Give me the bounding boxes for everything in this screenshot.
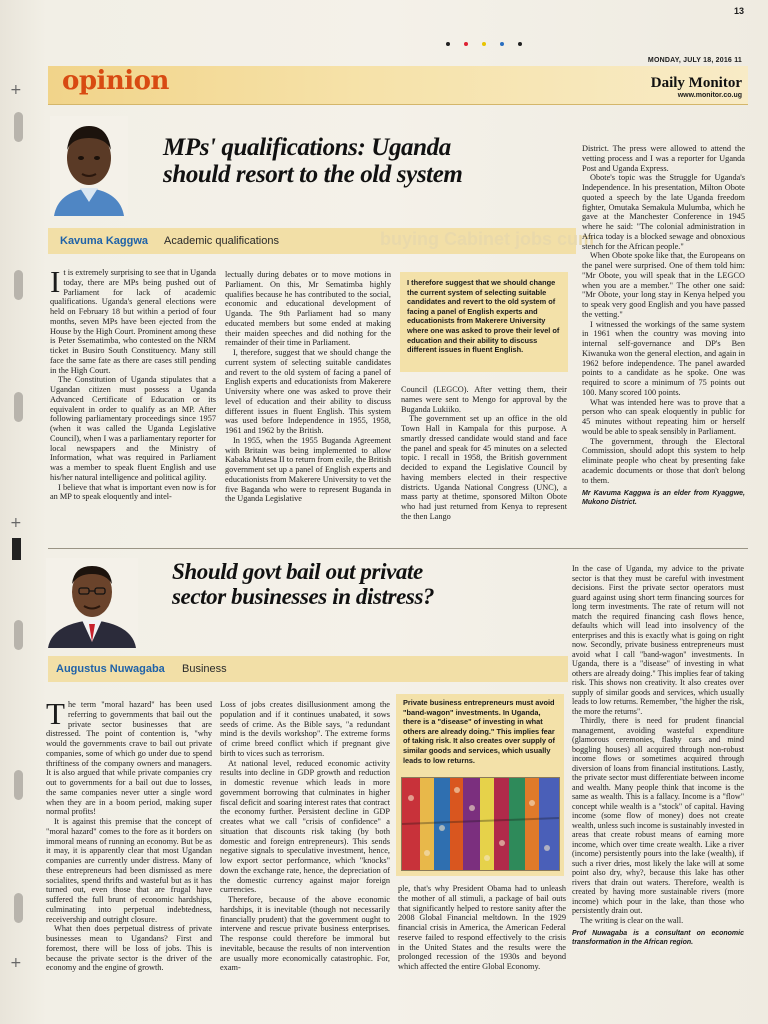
article2-author: Augustus Nuwagaba	[56, 663, 165, 675]
article2-dropcap: T	[46, 696, 65, 731]
article2-headline: Should govt bail out private sector businesses in distress?	[172, 559, 435, 609]
crop-mark: +	[10, 955, 22, 971]
article1-topic: Academic qualifications	[164, 235, 279, 247]
binder-hole	[14, 392, 23, 422]
article2-column-4: In the case of Uganda, my advice to the private sector is that they must be careful with investment decisions. First the private sector operators must guard against using short term financing sources for long term investments. The rate of return will not match the required financing cash flows hence, defaults which will lead into insolvency of the enterprises and this is exactly what is going on right now. Secondly, private business entrepreneurs must avoid what I call "band-wagon" investments. In Uganda, there is a "disease" of investing in what others are already doing." This implies fear of taking risk. This shows non creativity. It also creates over supply of similar goods and services, which usually leads to low returns. Remember, "the higher the risk, the more the returns". Thirdly, there is need for prudent financial management, avoiding wasteful expenditure (glamorous ceremonies, flashy cars and mind boggling houses) all acquired through non-robust income flows or sometimes acquired through diversion of loans from financial institutions. Lastly, the private sector must differentiate between income and wealth. Many people think that income is the same as wealth. This is a fallacy. Income is a "flow" concept while wealth is a "stock" of capital. Having income (some flow of money) does not create wealth, unless such income is sustainably invested in areas that create robust means of earning more income, which over time create wealth. Like a river (income) persistently pours into the lake (wealth), if such a river dries, most likely the lake will at some point also dry, why?, because this lake has other rivers that drain out waters. Therefore, wealth is created by having more sustainable rivers (more income) which pour in the lake, than those who persistently drain out. The writing is clear on the wall. Prof Nuwagaba is a consultant on economic transformation in the African region.	[572, 564, 744, 946]
article1-dropcap: I	[50, 264, 61, 299]
article1-pull-quote: I therefore suggest that we should change the current system of selecting suitable candidates and revert to the old system of facing a panel of English experts and educationists from Makerere University where one was asked to prove their level of education and their ability to discuss different issues in fluent English.	[400, 272, 568, 372]
page-number: 13	[733, 6, 744, 16]
article1-column-1: It is extremely surprising to see that in Uganda today, there are MPs being pushed out of Parliament for lack of academic qualifications. Uganda's general elections were held on February 18 but within a period of four months, seven MPs have been ejected from the House by the High Court. Prominent among these is Peter Ssematimba, who contested on the NRM ticket in Busiro South Constituency. Many still face the same fate as there are cases still pending in the High Court. The Constitution of Uganda stipulates that a Ugandan citizen must possess a Uganda Advanced Certificate of Education or its equivalent in order to qualify as an MP. After following parliamentary proceedings since 1957 (when it was called the Uganda Legislative Council), when I was a parliamentary reporter for local newspapers and the Ministry of Information, what was required in Parliament was a member to speak fluent English and use his/her natural intelligence and political agility. I believe that what is important even now is for an MP to speak eloquently and intel-	[50, 264, 216, 502]
article1-column-2: lectually during debates or to move motions in Parliament. On this, Mr Sematimba highly qualifies because he has contributed to the social, economic and educational development of Uganda. The 9th Parliament had so many educated members but some ended at making their maiden speeches and did nothing for the remainder of their time in Parliament. I, therefore, suggest that we should change the current system of selecting suitable candidates and revert to the old system of facing a panel of English experts and educationists from Makerere University where one was asked to prove their level of education and their ability to discuss different issues in fluent English. This system was used before Independence in 1955, 1958, 1961 and 1962 by the British. In 1955, when the 1955 Buganda Agreement with Britain was being implemented to allow Kabaka Mutesa II to return from exile, the British government set up a panel of English experts and educationists from Makerere University to vet the five Baganda who were to represent Buganda in the Uganda Legislative	[225, 270, 391, 504]
show-through-text: buying Cabinet jobs cum	[380, 229, 595, 249]
article2-column-2: Loss of jobs creates disillusionment among the population and if it continues unabated, it sows seeds of crime. As the Bible says, "a redundant mind is the devils workshop". The extreme forms of crime breed conflict which if pregnant give birth to vices such as terrorism. At national level, reduced economic activity results into decline in GDP growth and reduction in domestic revenue which leads in more government borrowing that culminates in higher fiscal deficit and soaring interest rates that contract the economy further. Persistent decline in GDP creates what we call "crisis of confidence" a situation that discounts risk taking (by both domestic and foreign entrepreneurs). This sends negative signals to speculative investment, hence, low export sector performance, which "knocks" down the exchange rate, hence, the depreciation of the domestic currency against major foreign currencies. Therefore, because of the above economic hardships, it is inevitable (though not necessarily financially prudent) that the government ought to intervene and rescue private business enterprises. The response could therefore be immoral but inevitable, because the results of non intervention are usually more economically catastrophic. For, exam-	[220, 700, 390, 973]
article2-pull-quote: Private business entrepreneurs must avoid "band-wagon" investments. In Uganda, there is a "disease" of investing in what others are already doing." This implies fear of taking risk. It also creates over supply of similar goods and services, which usually leads to low returns.	[403, 698, 555, 765]
binder-hole	[14, 270, 23, 300]
crop-mark: +	[10, 82, 22, 98]
article2-signoff: Prof Nuwagaba is a consultant on economic transformation in the African region.	[572, 930, 744, 946]
binder-hole	[14, 770, 23, 800]
website-url: www.monitor.co.ug	[677, 92, 742, 99]
binder-hole	[14, 112, 23, 142]
article1-author: Kavuma Kaggwa	[60, 235, 149, 247]
fabric-market-photo	[401, 777, 560, 871]
article2-topic: Business	[182, 663, 227, 675]
author-portrait-nuwagaba	[46, 558, 138, 648]
masthead-brand: Daily Monitor	[650, 75, 742, 91]
author-portrait-kaggwa	[50, 116, 128, 216]
article1-column-3: Council (LEGCO). After vetting them, their names were sent to Mengo for approval by the Buganda Lukiiko. The government set up an office in the old Town Hall in Kampala for this purpose. A smartly dressed candidate would stand and face the panel and speak for 45 minutes on a selected topic. I recall in 1958, the British government decided to expand the Legislative Council by having members elected in their respective districts. Uganda National Congress (UNC), a mass party at thetime, sponsored Milton Obote who had just returned from Kenya to represent the then Lango	[401, 385, 567, 521]
color-registration-dots	[446, 33, 556, 39]
article1-column-4: District. The press were allowed to attend the vetting process and I was a reporter for Uganda Post and Uganda Express. Obote's topic was the Struggle for Uganda's Independence. In his presentation, Milton Obote quoted a speech by the late Uganda freedom fighter, Omutaka Semakula Mulumba, which he gave at the Manchester Conference in 1945 where he said: "The colonial administration in Africa today is a blocked sewage and obnoxious stench for the African people." When Obote spoke like that, the Europeans on the panel were surprised. One of them told him: "Mr Obote, you will speak that in the LEGCO when you are a member." The other one said: "Mr Obote, your long stay in Kenya helped you to speak very good English and you have passed the vetting." I witnessed the workings of the same system in 1961 when the country was moving into internal self-governance and DP's Ben Kiwanuka won the general election, and again in 1962 before independence. The panel awarded points to a candidate as he spoke. One was required to score a minimum of 75 points out 100. Many scored 100 points. What was intended here was to prove that a person who can speak eloquently in public for 45 minutes without repeating him or herself would be able to speak sensibly in Parliament. The government, through the Electoral Commission, should adopt this system to help eliminate people who cheat by presenting fake academic documents or those that don't belong to them. Mr Kavuma Kaggwa is an elder from Kyaggwe, Mukono District.	[582, 144, 745, 507]
article1-signoff: Mr Kavuma Kaggwa is an elder from Kyaggwe, Mukono District.	[582, 490, 745, 507]
article2-column-1: The term "moral hazard" has been used referring to governments that bail out the private sector businesses that are distressed. The point of contention is, "why would the governments crave to bail out private companies, some of which go under due to spend thriftiness of the company owners and managers. It is also argued that while private companies cry out to governments for a bail out due to losses, the same companies never utter a single word when they are in a boom period, making super normal profits! It is against this premise that the concept of "moral hazard" comes to the fore as it borders on immoral means of running an economy. But be as it may, it is apparently clear that most Ugandan companies are currently under distress. Many of these entrepreneurs had been dismissed as mere socialites, spend thrifts and wasteful but as it has turned out, even those that are frugal have suffered the full brunt of economic hardships, culminating into perpetual indebtedness, receivership and outright closure. What then does perpetual distress of private businesses mean to Ugandans? First and foremost, there will be loss of jobs. This is because the private sector is the driver of the economy and the engine of growth.	[46, 696, 212, 973]
article2-column-3: ple, that's why President Obama had to unleash the mother of all stimuli, a package of bail outs that significantly helped to restore sanity after the 2008 Global Financial meltdown. In the 1929 financial crisis in America, the American Federal reserve failed to respond effectively to the crisis in the United States and the results were the prolonged recession of the 1930s and beyond which affected the entire Global Economy.	[398, 884, 566, 971]
section-title: opinion	[62, 66, 169, 96]
crop-mark: +	[10, 515, 22, 531]
binder-hole	[14, 620, 23, 650]
registration-block	[12, 538, 21, 560]
dateline: MONDAY, JULY 18, 2016 11	[647, 57, 742, 64]
binder-hole	[14, 893, 23, 923]
article1-headline: MPs' qualifications: Uganda should resort to the old system	[163, 134, 463, 188]
article-divider	[48, 548, 748, 549]
